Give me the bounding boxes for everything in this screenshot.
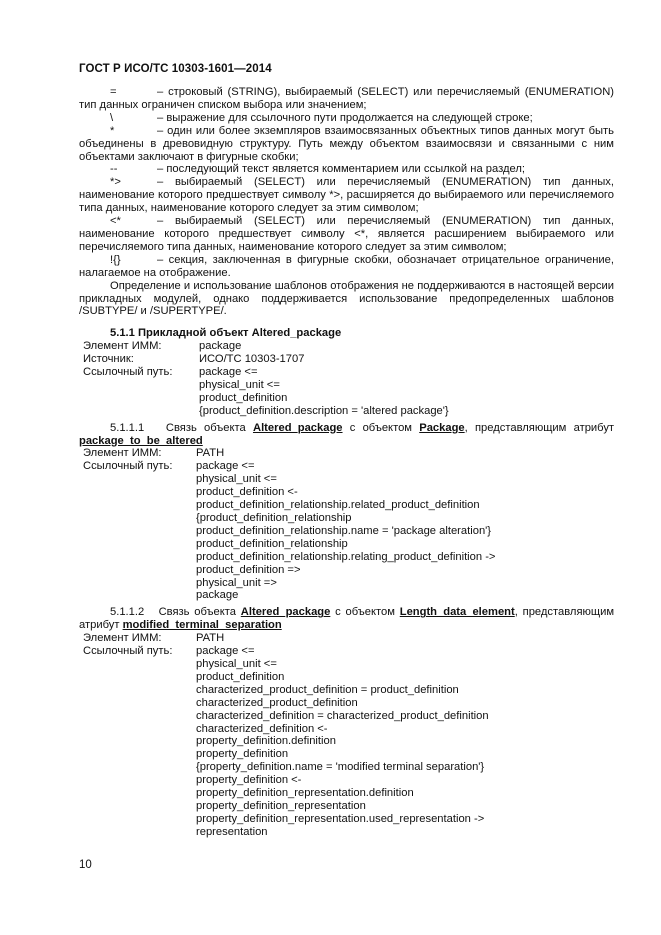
notation-definition [79, 125, 614, 164]
notation-symbol: * [110, 124, 115, 137]
notation-definition [79, 176, 614, 215]
path-line: property_definition_representation [196, 799, 366, 812]
subsection-5-1-1-1-heading [79, 422, 614, 448]
section-title-5-1-1: 5.1.1 Прикладной объект Altered_package [110, 327, 342, 340]
notation-symbol: <* [110, 215, 121, 228]
subsection-5-1-1-2-heading [79, 606, 614, 632]
section-5-1-1-1-mapping [83, 447, 614, 602]
attribute-name: modified_terminal_separation [122, 619, 282, 632]
path-line: characterized_definition = characterized_product_definition [196, 709, 489, 722]
notation-definition [79, 254, 614, 280]
mapping-row-path [83, 366, 614, 418]
notation-definition [79, 86, 614, 112]
mapping-row-path [83, 460, 614, 602]
notation-description: – последующий текст является комментарием или ссылкой на раздел; [157, 163, 525, 176]
reference-path [199, 366, 614, 418]
path-line: property_definition <- [196, 774, 302, 787]
path-line: {product_definition_relationship [196, 512, 352, 524]
subsection-intro: Связь объекта [158, 606, 236, 619]
element-value: package [199, 340, 242, 353]
path-label: Ссылочный путь: [83, 645, 173, 658]
path-line: property_definition_representation.definition [196, 787, 414, 800]
notation-description: – выражение для ссылочного пути продолжается на следующей строке; [157, 111, 533, 124]
notation-description: – один или более экземпляров взаимосвязанных объектных типов данных могут быть объединены в древовидную структуру. Путь между объектом взаимосвязи и связанными с ним объектами заключают в фигурные скобки; [79, 124, 614, 163]
target-entity-name: Length_data_element [399, 606, 515, 619]
path-line: product_definition => [196, 563, 301, 576]
path-line: property_definition [196, 748, 289, 761]
path-line: product_definition_relationship.name = 'package alteration'} [196, 524, 492, 537]
subsection-number: 5.1.1.2 [110, 606, 145, 619]
subsection-middle: с объектом [349, 421, 412, 434]
entity-name: Altered_package [240, 606, 331, 619]
section-5-1-1-2-mapping [83, 632, 614, 839]
reference-path [196, 645, 614, 839]
notation-description: – выбираемый (SELECT) или перечисляемый (ENUMERATION) тип данных, наименование которого предшествует символу <*, является расширением выбираемого или перечисляемого типа данных, наименование которого следует за этим символом; [79, 215, 614, 253]
mapping-row-source [83, 353, 614, 366]
path-line: package <= [199, 366, 258, 379]
note-paragraph: Определение и использование шаблонов отображения не поддерживаются в настоящей версии прикладных модулей, однако поддерживается использование предопределенных шаблонов /SUBTYPE/ и /SUPERTYPE/. [79, 279, 614, 318]
element-label: Элемент ИММ: [83, 340, 162, 353]
path-line: {property_definition.name = 'modified terminal separation'} [196, 761, 485, 774]
running-header: ГОСТ Р ИСО/ТС 10303-1601—2014 [79, 63, 272, 75]
subsection-intro: Связь объекта [165, 421, 246, 434]
notation-description: – выбираемый (SELECT) или перечисляемый (ENUMERATION) тип данных, наименование которого предшествует символу *>, расширяется до выбираемого или перечисляемого типа данных, наименование которого следует за этим символом; [79, 176, 614, 215]
attribute-name: package_to_be_altered [79, 434, 203, 447]
path-line: characterized_product_definition [196, 696, 358, 709]
path-line: characterized_definition <- [196, 722, 328, 735]
source-label: Источник: [83, 353, 134, 366]
path-line: product_definition [199, 391, 288, 404]
notation-symbol: !{} [110, 253, 121, 266]
path-line: physical_unit => [196, 576, 277, 589]
element-label: Элемент ИММ: [83, 632, 162, 645]
entity-name: Altered_package [252, 421, 343, 434]
section-5-1-1-mapping [83, 340, 614, 417]
path-line: package [196, 589, 239, 602]
mapping-row-element [83, 340, 614, 353]
path-line: product_definition <- [196, 486, 298, 499]
path-line: property_definition.definition [196, 735, 336, 748]
element-label: Элемент ИММ: [83, 447, 162, 460]
notation-symbol: \ [110, 111, 114, 124]
path-label: Ссылочный путь: [83, 460, 173, 473]
notation-definition [79, 112, 614, 125]
subsection-tail: , представляющим [514, 606, 615, 619]
subsection-middle: с объектом [335, 606, 395, 619]
path-line: physical_unit <= [196, 657, 277, 670]
page-body [79, 86, 614, 839]
notation-description: – строковый (STRING), выбираемый (SELECT) или перечисляемый (ENUMERATION) тип данных ограничен списком выбора или значением; [79, 86, 614, 111]
mapping-row-element [83, 632, 614, 645]
notation-definition [79, 163, 614, 176]
path-line: product_definition_relationship.relating_product_definition -> [196, 550, 496, 563]
reference-path [196, 460, 614, 602]
path-line: package <= [196, 645, 255, 658]
source-value: ИСО/ТС 10303-1707 [199, 353, 305, 366]
path-line: physical_unit <= [196, 473, 277, 486]
path-line: physical_unit <= [199, 378, 280, 391]
notation-symbol: -- [110, 163, 118, 176]
page-number: 10 [79, 859, 92, 871]
notation-description: – секция, заключенная в фигурные скобки, обозначает отрицательное ограничение, налагаемое на отображение. [79, 253, 614, 279]
mapping-row-element [83, 447, 614, 460]
notation-definitions [79, 86, 614, 280]
subsection-number: 5.1.1.1 [110, 421, 145, 434]
element-value: PATH [196, 447, 225, 460]
attribute-prefix: атрибут [79, 619, 120, 632]
path-line: representation [196, 825, 268, 838]
target-entity-name: Package [419, 421, 465, 434]
path-line: property_definition_representation.used_representation -> [196, 812, 485, 825]
mapping-row-path [83, 645, 614, 839]
path-label: Ссылочный путь: [83, 366, 173, 379]
path-line: {product_definition.description = 'altered package'} [199, 404, 449, 417]
path-line: characterized_product_definition = product_definition [196, 683, 459, 696]
path-line: product_definition_relationship [196, 537, 348, 550]
subsection-tail: , представляющим атрибут [464, 421, 615, 434]
path-line: product_definition [196, 670, 285, 683]
element-value: PATH [196, 632, 225, 645]
path-line: package <= [196, 460, 255, 473]
path-line: product_definition_relationship.related_product_definition [196, 499, 480, 512]
notation-definition [79, 215, 614, 254]
notation-symbol: = [110, 86, 117, 98]
notation-symbol: *> [110, 176, 121, 189]
